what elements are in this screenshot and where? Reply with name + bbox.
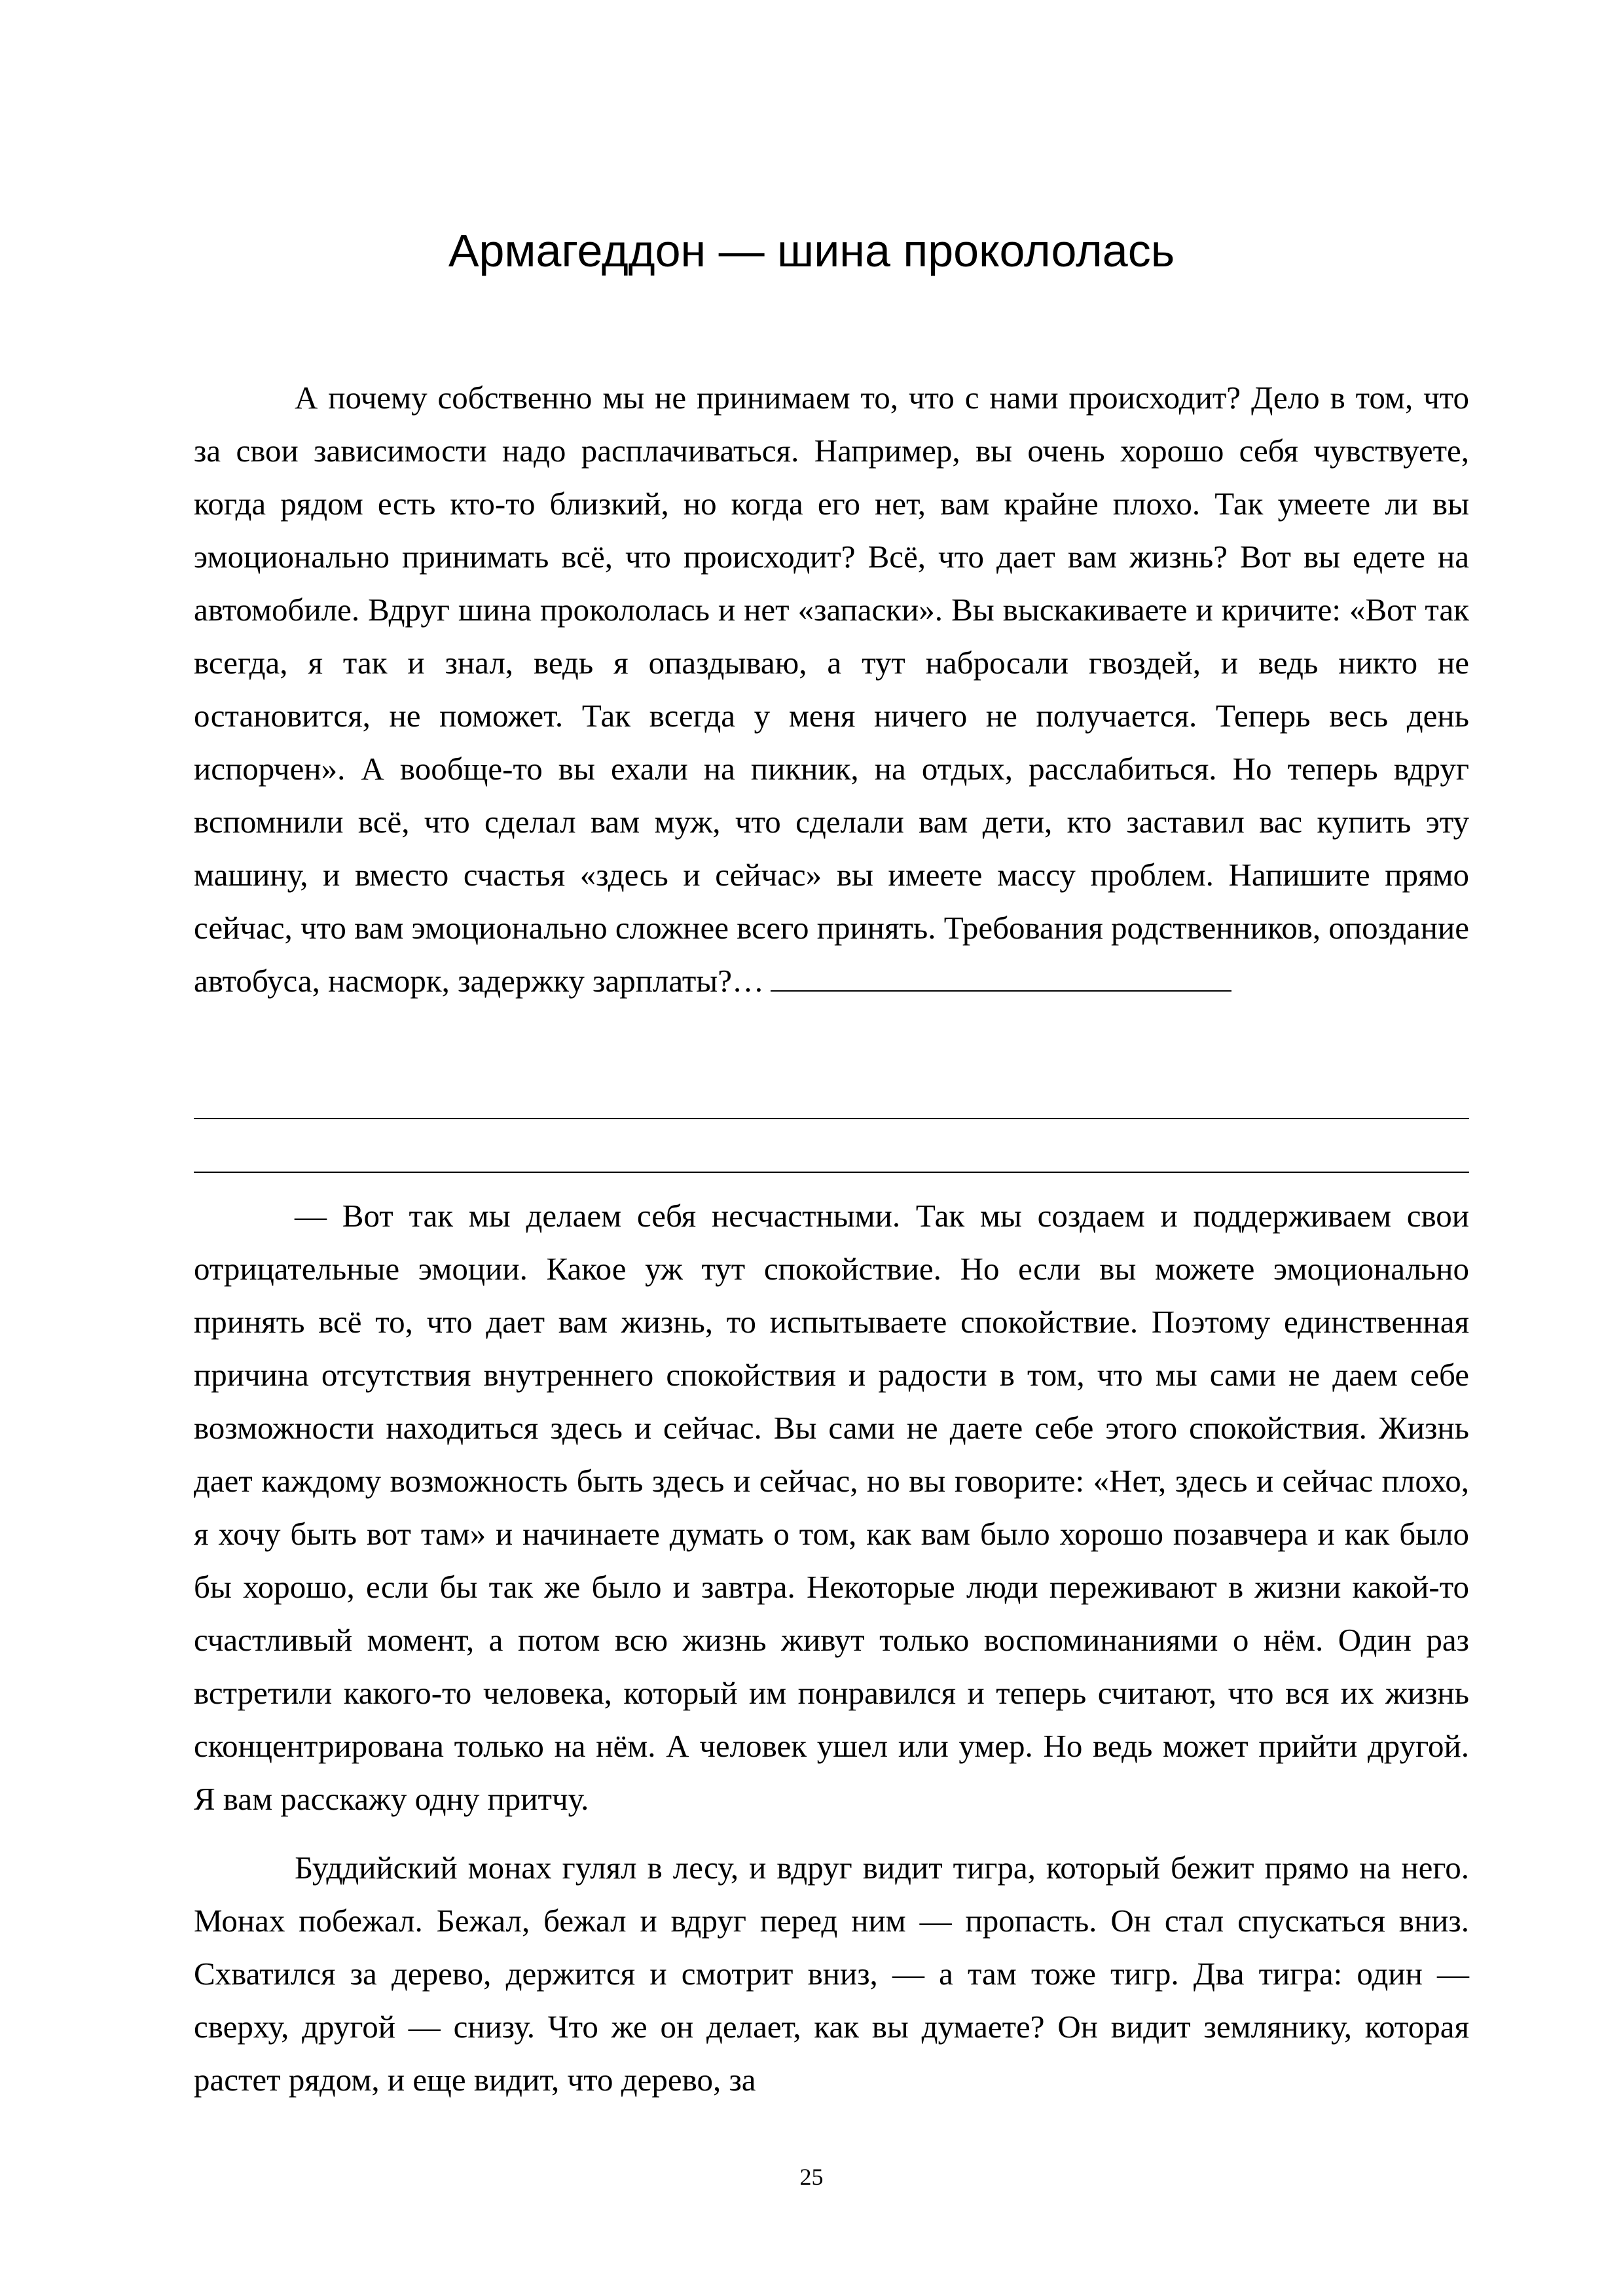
body-text-top xyxy=(194,371,1469,1007)
paragraph-parable: Буддийский монах гулял в лесу, и вдруг видит тигра, который бежит прямо на него. Монах побежал. Бежал, бежал и вдруг перед ним — пропасть. Он стал спускаться вниз. Схватился за дерево, держится и смотрит вниз, — а там тоже тигр. Два тигра: один — сверху, другой — снизу. Что же он делает, как вы думаете? Он видит землянику, которая растет рядом, и еще видит, что дерево, за xyxy=(194,1850,1469,2098)
answer-line-3[interactable] xyxy=(194,1172,1469,1173)
body-text-bottom xyxy=(194,1189,1469,2106)
paragraph-dialogue: — Вот так мы делаем себя несчастными. Так мы создаем и поддерживаем свои отрицательные эмоции. Какое уж тут спокойствие. Но если вы можете эмоционально принять всё то, что дает вам жизнь, то испытываете спокойствие. Поэтому единственная причина отсутствия внутреннего спокойствия и радости в том, что мы сами не даем себе возможности находиться здесь и сейчас. Вы сами не даете себе этого спокойствия. Жизнь дает каждому возможность быть здесь и сейчас, но вы говорите: «Нет, здесь и сейчас плохо, я хочу быть вот там» и начинаете думать о том, как вам было хорошо позавчера и как было бы хорошо, если бы так же было и завтра. Некоторые люди переживают в жизни какой-то счастливый момент, а потом всю жизнь живут только воспоминаниями о нём. Один раз встретили какого-то человека, который им понравился и теперь считают, что вся их жизнь сконцентрирована только на нём. А человек ушел или умер. Но ведь может прийти другой. Я вам расскажу одну притчу. xyxy=(194,1198,1469,1817)
paragraph-spacing xyxy=(194,1825,1469,1841)
answer-fill-line[interactable] xyxy=(771,988,1231,992)
paragraph-intro xyxy=(194,371,1469,1007)
chapter-title: Армагеддон — шина прокололась xyxy=(448,225,1175,276)
answer-line-2[interactable] xyxy=(194,1118,1469,1119)
paragraph-intro-text: А почему собственно мы не принимаем то, что с нами происходит? Дело в том, что за свои зависимости надо расплачиваться. Например, вы очень хорошо себя чувствуете, когда рядом есть кто-то близкий, но когда его нет, вам крайне плохо. Так умеете ли вы эмоционально принимать всё, что происходит? Всё, что дает вам жизнь? Вот вы едете на автомобиле. Вдруг шина прокололась и нет «запаски». Вы выскакиваете и кричите: «Вот так всегда, я так и знал, ведь я опаздываю, а тут набросали гвоздей, и ведь никто не остановится, не поможет. Так всегда у меня ничего не получается. Теперь весь день испорчен». А вообще-то вы ехали на пикник, на отдых, расслабиться. Но теперь вдруг вспомнили всё, что сделал вам муж, что сделали вам дети, кто заставил вас купить эту машину, и вместо счастья «здесь и сейчас» вы имеете массу проблем. Напишите прямо сейчас, что вам эмоционально сложнее всего принять. Требования родственников, опоздание автобуса, насморк, задержку зарплаты?… xyxy=(194,380,1469,999)
page-number: 25 xyxy=(799,2164,824,2190)
